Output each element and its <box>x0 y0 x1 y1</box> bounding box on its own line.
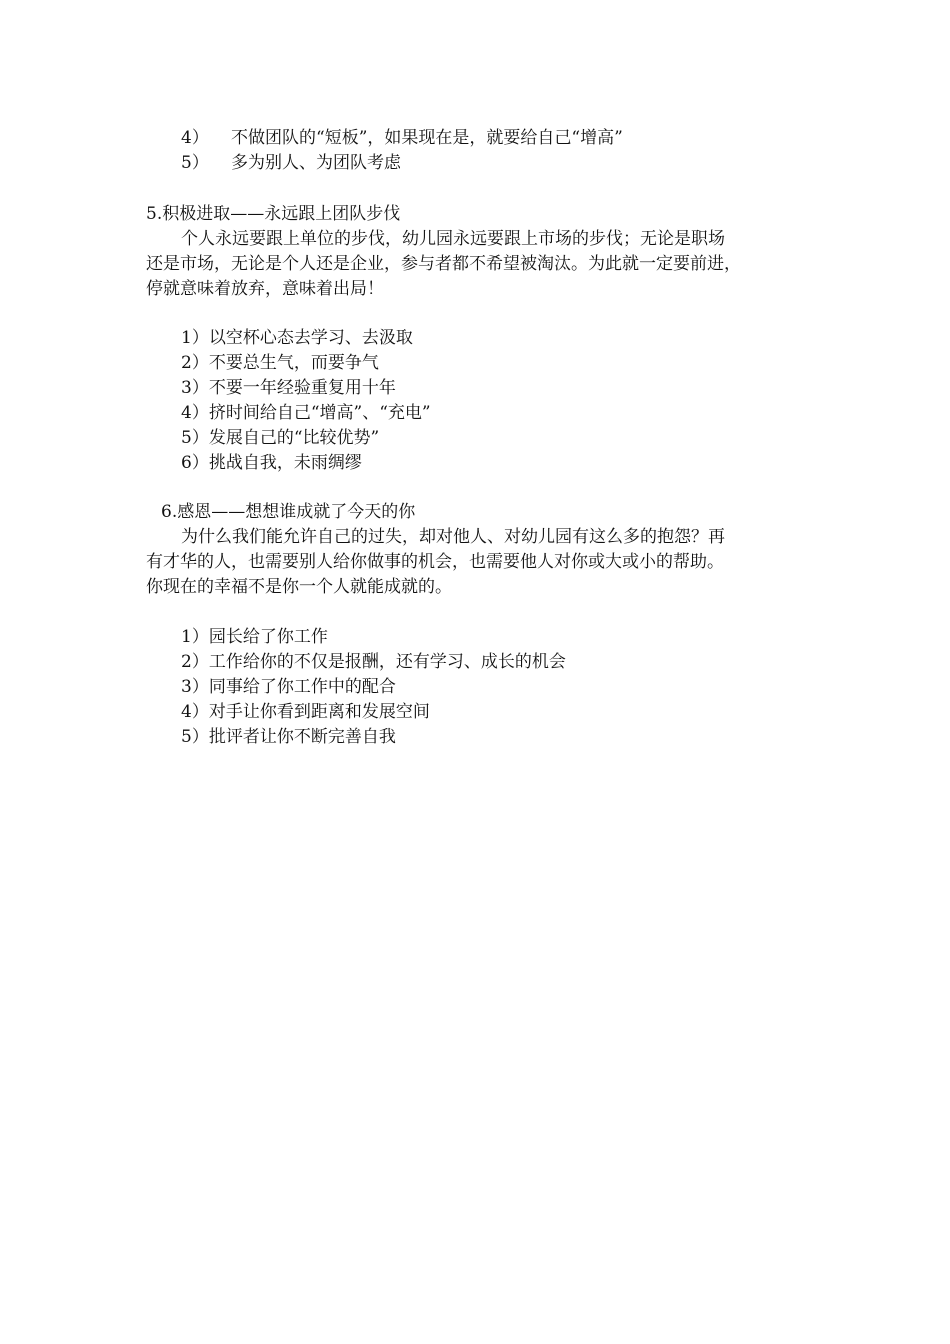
list-item: 6）挑战自我，未雨绸缪 <box>181 453 362 473</box>
paragraph-line: 为什么我们能允许自己的过失，却对他人、对幼儿园有这么多的抱怨？再 <box>181 527 725 547</box>
list-item: 4）挤时间给自己“增高”、“充电” <box>181 403 431 423</box>
list-item: 1）园长给了你工作 <box>181 627 328 647</box>
list-item: 3）同事给了你工作中的配合 <box>181 677 396 697</box>
paragraph-line: 个人永远要跟上单位的步伐，幼儿园永远要跟上市场的步伐；无论是职场 <box>181 229 725 249</box>
paragraph-line: 还是市场，无论是个人还是企业，参与者都不希望被淘汰。为此就一定要前进， <box>146 254 741 274</box>
list-item: 3）不要一年经验重复用十年 <box>181 378 396 398</box>
list-item: 2）不要总生气，而要争气 <box>181 353 379 373</box>
paragraph-line: 停就意味着放弃，意味着出局！ <box>146 279 384 299</box>
list-item: 2）工作给你的不仅是报酬，还有学习、成长的机会 <box>181 652 566 672</box>
list-item: 5）发展自己的“比较优势” <box>181 428 380 448</box>
list-item: 4）对手让你看到距离和发展空间 <box>181 702 430 722</box>
list-item-number: 4） <box>181 128 209 148</box>
list-item-number: 5） <box>181 153 209 173</box>
list-item <box>181 151 401 176</box>
section-heading: 6.感恩——想想谁成就了今天的你 <box>161 502 416 522</box>
list-item: 1）以空杯心态去学习、去汲取 <box>181 328 413 348</box>
list-item: 5）批评者让你不断完善自我 <box>181 727 396 747</box>
list-item-text: 多为别人、为团队考虑 <box>231 153 401 173</box>
section-heading: 5.积极进取——永远跟上团队步伐 <box>146 204 401 224</box>
list-item-text: 不做团队的“短板”，如果现在是，就要给自己“增高” <box>231 128 623 148</box>
list-item <box>181 126 623 151</box>
paragraph-line: 有才华的人，也需要别人给你做事的机会，也需要他人对你或大或小的帮助。 <box>146 552 724 572</box>
paragraph-line: 你现在的幸福不是你一个人就能成就的。 <box>146 577 452 597</box>
